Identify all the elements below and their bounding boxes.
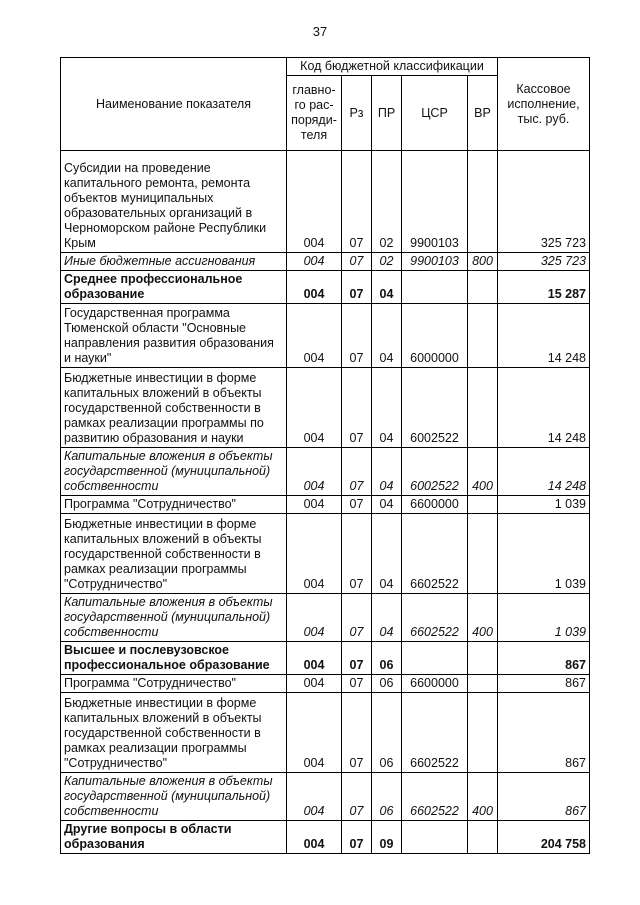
- row-csr: 6602522: [402, 693, 468, 773]
- row-amount: 14 248: [498, 368, 590, 448]
- row-rz: 07: [342, 594, 372, 642]
- row-name: Бюджетные инвестиции в форме капитальных вложений в объекты государственной собственности в рамках реализации программы "Сотрудничество": [61, 693, 287, 773]
- row-csr: [402, 821, 468, 854]
- row-csr: 6602522: [402, 594, 468, 642]
- row-glavnogo: 004: [287, 496, 342, 514]
- table-row: [61, 642, 590, 675]
- row-amount: 867: [498, 693, 590, 773]
- table-row: [61, 304, 590, 368]
- row-amount: 15 287: [498, 271, 590, 304]
- row-name: Капитальные вложения в объекты государственной (муниципальной) собственности: [61, 448, 287, 496]
- table-row: [61, 253, 590, 271]
- row-pr: 06: [372, 675, 402, 693]
- row-glavnogo: 004: [287, 271, 342, 304]
- row-vr: [468, 368, 498, 448]
- row-csr: 9900103: [402, 151, 468, 253]
- row-pr: 04: [372, 594, 402, 642]
- row-name: Программа "Сотрудничество": [61, 675, 287, 693]
- row-csr: 6600000: [402, 496, 468, 514]
- row-vr: [468, 151, 498, 253]
- row-rz: 07: [342, 675, 372, 693]
- budget-table: [60, 57, 590, 854]
- row-glavnogo: 004: [287, 253, 342, 271]
- row-pr: 02: [372, 151, 402, 253]
- row-vr: [468, 304, 498, 368]
- header-pr: ПР: [372, 76, 402, 151]
- row-vr: 800: [468, 253, 498, 271]
- table-row: [61, 368, 590, 448]
- row-name: Бюджетные инвестиции в форме капитальных вложений в объекты государственной собственности в рамках реализации программы "Сотрудничество": [61, 514, 287, 594]
- header-amount: Кассовое исполнение, тыс. руб.: [498, 58, 590, 151]
- row-glavnogo: 004: [287, 368, 342, 448]
- row-pr: 04: [372, 368, 402, 448]
- row-csr: 6002522: [402, 448, 468, 496]
- row-pr: 02: [372, 253, 402, 271]
- table-row: [61, 448, 590, 496]
- row-glavnogo: 004: [287, 151, 342, 253]
- table-row: [61, 514, 590, 594]
- row-glavnogo: 004: [287, 693, 342, 773]
- row-rz: 07: [342, 773, 372, 821]
- row-glavnogo: 004: [287, 821, 342, 854]
- row-vr: [468, 642, 498, 675]
- row-name: Государственная программа Тюменской области "Основные направления развития образования и науки": [61, 304, 287, 368]
- row-pr: 04: [372, 496, 402, 514]
- row-name: Капитальные вложения в объекты государственной (муниципальной) собственности: [61, 594, 287, 642]
- row-csr: [402, 642, 468, 675]
- row-vr: [468, 496, 498, 514]
- row-amount: 867: [498, 642, 590, 675]
- row-csr: 6000000: [402, 304, 468, 368]
- row-rz: 07: [342, 271, 372, 304]
- row-rz: 07: [342, 151, 372, 253]
- row-glavnogo: 004: [287, 642, 342, 675]
- header-name: Наименование показателя: [61, 58, 287, 151]
- row-pr: 04: [372, 304, 402, 368]
- page-number: 37: [312, 24, 328, 39]
- row-rz: 07: [342, 448, 372, 496]
- row-vr: [468, 675, 498, 693]
- table-row: [61, 271, 590, 304]
- row-name: Другие вопросы в области образования: [61, 821, 287, 854]
- header-glavnogo: главно-го рас-поряди-теля: [287, 76, 342, 151]
- table-body: [61, 151, 590, 854]
- row-amount: 325 723: [498, 151, 590, 253]
- row-rz: 07: [342, 253, 372, 271]
- row-vr: 400: [468, 448, 498, 496]
- row-csr: [402, 271, 468, 304]
- row-pr: 04: [372, 448, 402, 496]
- row-glavnogo: 004: [287, 594, 342, 642]
- row-rz: 07: [342, 496, 372, 514]
- row-vr: [468, 821, 498, 854]
- row-glavnogo: 004: [287, 514, 342, 594]
- row-amount: 14 248: [498, 448, 590, 496]
- row-pr: 09: [372, 821, 402, 854]
- row-rz: 07: [342, 642, 372, 675]
- table-row: [61, 693, 590, 773]
- table-row: [61, 773, 590, 821]
- row-pr: 06: [372, 693, 402, 773]
- row-name: Иные бюджетные ассигнования: [61, 253, 287, 271]
- row-csr: 9900103: [402, 253, 468, 271]
- row-glavnogo: 004: [287, 448, 342, 496]
- row-vr: [468, 271, 498, 304]
- row-glavnogo: 004: [287, 773, 342, 821]
- row-amount: 867: [498, 675, 590, 693]
- row-csr: 6002522: [402, 368, 468, 448]
- row-name: Субсидии на проведение капитального ремонта, ремонта объектов муниципальных образовательных организаций в Черноморском районе Республики Крым: [61, 151, 287, 253]
- header-code-group: Код бюджетной классификации: [287, 58, 498, 76]
- row-rz: 07: [342, 304, 372, 368]
- header-csr: ЦСР: [402, 76, 468, 151]
- row-name: Программа "Сотрудничество": [61, 496, 287, 514]
- row-vr: [468, 514, 498, 594]
- row-amount: 867: [498, 773, 590, 821]
- row-name: Среднее профессиональное образование: [61, 271, 287, 304]
- table-row: [61, 151, 590, 253]
- row-glavnogo: 004: [287, 675, 342, 693]
- row-amount: 204 758: [498, 821, 590, 854]
- row-rz: 07: [342, 514, 372, 594]
- row-vr: 400: [468, 594, 498, 642]
- table-row: [61, 675, 590, 693]
- table-row: [61, 496, 590, 514]
- row-rz: 07: [342, 693, 372, 773]
- row-name: Капитальные вложения в объекты государственной (муниципальной) собственности: [61, 773, 287, 821]
- table-row: [61, 821, 590, 854]
- table-row: [61, 594, 590, 642]
- row-csr: 6602522: [402, 773, 468, 821]
- row-name: Бюджетные инвестиции в форме капитальных вложений в объекты государственной собственности в рамках реализации программы по развитию образования и науки: [61, 368, 287, 448]
- row-rz: 07: [342, 368, 372, 448]
- row-glavnogo: 004: [287, 304, 342, 368]
- row-amount: 14 248: [498, 304, 590, 368]
- row-amount: 1 039: [498, 496, 590, 514]
- row-pr: 04: [372, 514, 402, 594]
- row-amount: 325 723: [498, 253, 590, 271]
- row-rz: 07: [342, 821, 372, 854]
- row-pr: 06: [372, 642, 402, 675]
- header-vr: ВР: [468, 76, 498, 151]
- row-pr: 06: [372, 773, 402, 821]
- row-csr: 6600000: [402, 675, 468, 693]
- row-amount: 1 039: [498, 514, 590, 594]
- header-rz: Рз: [342, 76, 372, 151]
- row-name: Высшее и послевузовское профессиональное образование: [61, 642, 287, 675]
- row-csr: 6602522: [402, 514, 468, 594]
- row-pr: 04: [372, 271, 402, 304]
- row-amount: 1 039: [498, 594, 590, 642]
- row-vr: 400: [468, 773, 498, 821]
- row-vr: [468, 693, 498, 773]
